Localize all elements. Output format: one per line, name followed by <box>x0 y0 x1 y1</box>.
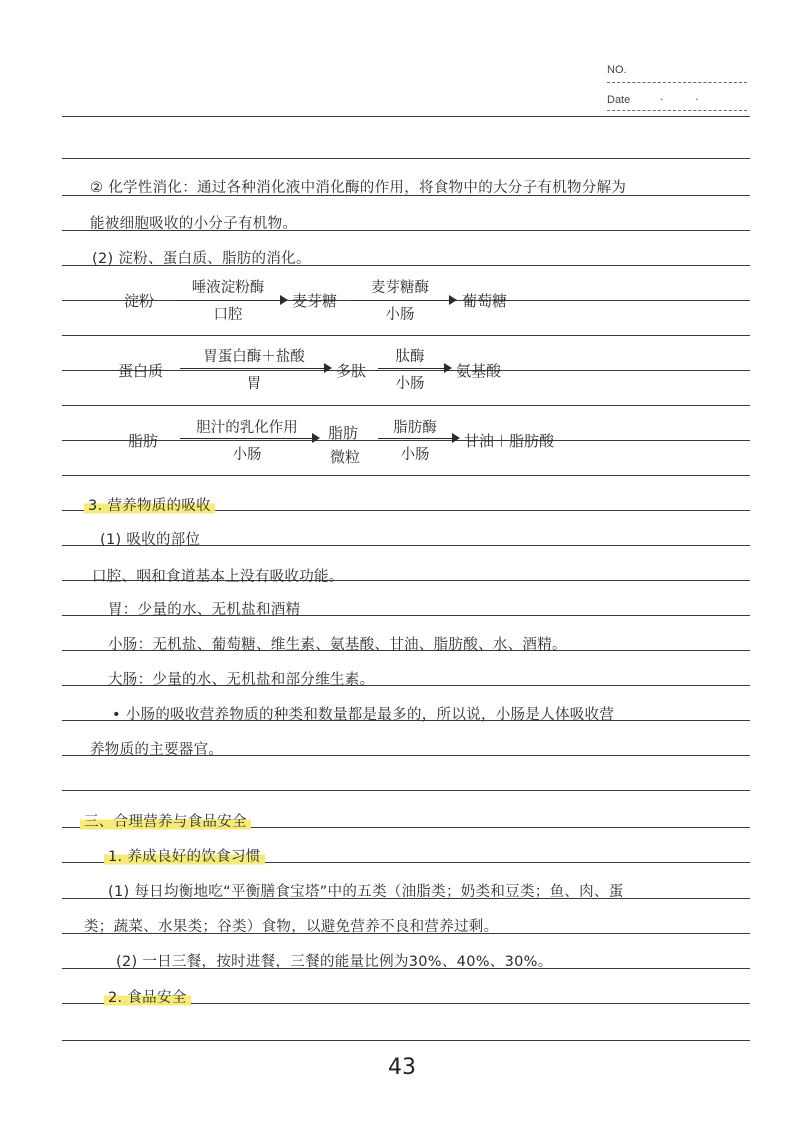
fat-label: 脂肪 <box>128 432 159 450</box>
fat-arrow-1 <box>180 438 318 439</box>
text-line: (2) 一日三餐，按时进餐，三餐的能量比例为30%、40%、30%。 <box>116 954 553 970</box>
starch-arrow-1 <box>176 300 286 301</box>
no-line <box>607 82 747 83</box>
ruled-line <box>62 790 750 791</box>
protein-arrow-2 <box>378 368 450 369</box>
fat-step2-site: 小肠 <box>400 447 430 463</box>
date-line <box>607 110 747 111</box>
polypeptide-label: 多肽 <box>336 362 367 380</box>
fat-droplet-sub: 微粒 <box>330 448 361 466</box>
text-line: 大肠：少量的水、无机盐和部分维生素。 <box>108 672 375 688</box>
page-number: 43 <box>388 1055 416 1080</box>
fat-step1-agent: 胆汁的乳化作用 <box>196 420 298 436</box>
amino-acid-label: 氨基酸 <box>456 362 502 380</box>
date-dots: · · <box>660 93 713 106</box>
starch-step2-site: 小肠 <box>385 307 415 323</box>
ruled-line <box>62 370 750 371</box>
absorption-subheading: (1) 吸收的部位 <box>100 532 201 548</box>
ruled-line <box>62 158 750 159</box>
text-line: (1) 每日均衡地吃“平衡膳食宝塔”中的五类（油脂类；奶类和豆类；鱼、肉、蛋 <box>108 884 624 900</box>
protein-step1-site: 胃 <box>246 376 262 392</box>
subsection-heading: 2. 食品安全 <box>104 986 191 1007</box>
ruled-line <box>62 335 750 336</box>
maltose-label: 麦芽糖 <box>292 292 338 310</box>
ruled-line <box>62 116 750 117</box>
text-line: 能被细胞吸收的小分子有机物。 <box>90 216 298 232</box>
protein-label: 蛋白质 <box>118 362 164 380</box>
glucose-label: 葡萄糖 <box>462 292 508 310</box>
text-line: 养物质的主要器官。 <box>90 742 224 758</box>
text-line: 类；蔬菜、水果类；谷类）食物，以避免营养不良和营养过剩。 <box>84 919 499 935</box>
date-label: Date <box>607 94 631 106</box>
section-heading: 三、合理营养与食品安全 <box>80 810 251 831</box>
text-line: ② 化学性消化：通过各种消化液中消化酶的作用，将食物中的大分子有机物分解为 <box>90 180 627 196</box>
text-line: 口腔、咽和食道基本上没有吸收功能。 <box>92 569 344 585</box>
ruled-line <box>62 405 750 406</box>
absorption-heading: 3. 营养物质的吸收 <box>84 494 215 515</box>
protein-arrow-1 <box>180 368 330 369</box>
fat-step1-site: 小肠 <box>232 447 262 463</box>
starch-step1-enzyme: 唾液淀粉酶 <box>191 280 265 296</box>
fat-droplet-label: 脂肪 <box>328 424 359 442</box>
text-line: 小肠：无机盐、葡萄糖、维生素、氨基酸、甘油、脂肪酸、水、酒精。 <box>108 637 567 653</box>
starch-step1-site: 口腔 <box>213 307 243 323</box>
ruled-line <box>62 475 750 476</box>
no-label: NO. <box>607 64 627 76</box>
ruled-line <box>62 440 750 441</box>
starch-arrow-2 <box>350 300 455 301</box>
text-line: • 小肠的吸收营养物质的种类和数量都是最多的，所以说，小肠是人体吸收营 <box>112 707 615 723</box>
subsection-heading: 1. 养成良好的饮食习惯 <box>104 845 265 866</box>
fat-step2-enzyme: 脂肪酶 <box>393 420 437 436</box>
protein-step2-enzyme: 肽酶 <box>395 349 425 365</box>
glycerol-fatty-acid-label: 甘油＋脂肪酸 <box>464 432 555 450</box>
text-line: 胃：少量的水、无机盐和酒精 <box>108 602 301 618</box>
starch-step2-enzyme: 麦芽糖酶 <box>371 280 429 296</box>
text-line: (2) 淀粉、蛋白质、脂肪的消化。 <box>92 251 311 267</box>
ruled-line <box>62 1040 750 1041</box>
protein-step2-site: 小肠 <box>395 376 425 392</box>
starch-label: 淀粉 <box>124 292 155 310</box>
fat-arrow-2 <box>378 438 458 439</box>
protein-step1-enzyme: 胃蛋白酶＋盐酸 <box>203 349 305 365</box>
